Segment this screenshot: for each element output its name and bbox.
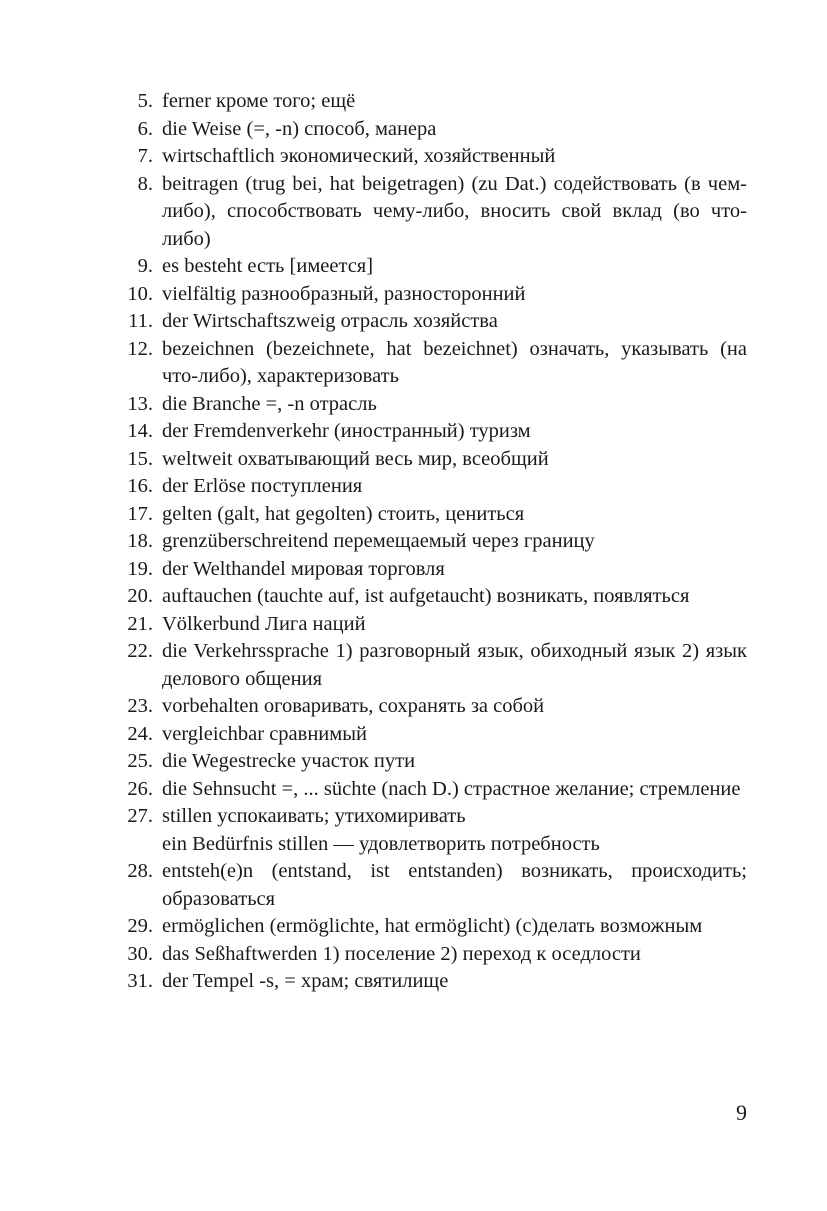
entry-text bbox=[162, 281, 747, 309]
entry-text-line: weltweit охватывающий весь мир, всеобщий bbox=[162, 447, 549, 470]
vocabulary-entry bbox=[110, 528, 747, 556]
vocabulary-entry bbox=[110, 116, 747, 144]
vocabulary-entry bbox=[110, 638, 747, 693]
entry-text bbox=[162, 308, 747, 336]
entry-text bbox=[162, 528, 747, 556]
entry-text-line: die Branche =, -n отрасль bbox=[162, 392, 377, 415]
entry-text bbox=[162, 968, 747, 996]
entry-number: 8. bbox=[137, 172, 153, 195]
entry-number: 26. bbox=[127, 777, 153, 800]
entry-number: 29. bbox=[127, 915, 153, 937]
entry-text-line: vielfältig разнообразный, разносторонний bbox=[162, 282, 526, 305]
vocabulary-entry bbox=[110, 143, 747, 171]
entry-number: 22. bbox=[127, 640, 153, 662]
entry-text-line: die Weise (=, -n) способ, манера bbox=[162, 117, 437, 140]
entry-text-line: der Wirtschaftszweig отрасль хозяйства bbox=[162, 310, 498, 332]
entry-text bbox=[162, 253, 747, 281]
entry-text bbox=[162, 418, 747, 446]
entry-number: 21. bbox=[127, 612, 153, 635]
entry-number: 24. bbox=[127, 722, 153, 745]
entry-text-line: es besteht есть [имеется] bbox=[162, 255, 374, 277]
entry-number: 25. bbox=[127, 750, 153, 772]
vocabulary-entry bbox=[110, 171, 747, 254]
vocabulary-entry bbox=[110, 253, 747, 281]
entry-text bbox=[162, 941, 747, 969]
entry-text bbox=[162, 336, 747, 391]
entry-number: 6. bbox=[137, 117, 153, 140]
entry-text bbox=[162, 693, 747, 721]
entry-text bbox=[162, 391, 747, 419]
vocabulary-entry bbox=[110, 583, 747, 611]
entry-text-line: das Seßhaftwerden 1) поселение 2) переход к оседлости bbox=[162, 942, 641, 965]
vocabulary-entry bbox=[110, 858, 747, 913]
entry-text bbox=[162, 88, 747, 116]
vocabulary-entry bbox=[110, 556, 747, 584]
entry-number: 20. bbox=[127, 585, 153, 607]
vocabulary-entry bbox=[110, 776, 747, 804]
entry-text-line: auftauchen (tauchte auf, ist aufgetaucht) возникать, появляться bbox=[162, 585, 690, 607]
entry-text-line: der Welthandel мировая торговля bbox=[162, 557, 445, 580]
entry-text-line: grenzüberschreitend перемещаемый через границу bbox=[162, 530, 595, 552]
entry-text bbox=[162, 473, 747, 501]
entry-text bbox=[162, 776, 747, 804]
entry-number: 7. bbox=[137, 145, 153, 167]
entry-number: 13. bbox=[127, 392, 153, 415]
entry-number: 11. bbox=[128, 310, 153, 332]
entry-number: 15. bbox=[127, 447, 153, 470]
vocabulary-entry bbox=[110, 391, 747, 419]
entry-text-line: entsteh(e)n (entstand, ist entstanden) возникать, происходить; образоваться bbox=[162, 860, 747, 910]
entry-text bbox=[162, 611, 747, 639]
entry-text-line: der Erlöse поступления bbox=[162, 475, 363, 497]
entry-number: 18. bbox=[127, 530, 153, 552]
entry-text bbox=[162, 116, 747, 144]
entry-number: 10. bbox=[127, 282, 153, 305]
entry-text-line: die Verkehrssprache 1) разговорный язык, обиходный язык 2) язык делового общения bbox=[162, 640, 747, 690]
entry-number: 9. bbox=[137, 255, 153, 277]
entry-number: 30. bbox=[127, 942, 153, 965]
entry-text bbox=[162, 913, 747, 941]
entry-text-line: die Wegestrecke участок пути bbox=[162, 750, 416, 772]
entry-text-line: beitragen (trug bei, hat beigetragen) (zu Dat.) содействовать (в чем-либо), способствовать чему-либо, вносить свой вклад (во что-либо) bbox=[162, 172, 747, 250]
entry-text-line: die Sehnsucht =, ... süchte (nach D.) страстное желание; стремление bbox=[162, 777, 741, 800]
entry-text bbox=[162, 638, 747, 693]
vocabulary-entry bbox=[110, 308, 747, 336]
entry-text-line: ferner кроме того; ещё bbox=[162, 90, 356, 112]
entry-text bbox=[162, 583, 747, 611]
entry-number: 12. bbox=[127, 337, 153, 360]
vocabulary-entry bbox=[110, 693, 747, 721]
entry-number: 31. bbox=[127, 970, 153, 992]
vocabulary-entry bbox=[110, 968, 747, 996]
entry-number: 27. bbox=[127, 805, 153, 827]
entry-text-line: der Tempel -s, = храм; святилище bbox=[162, 970, 449, 992]
vocabulary-entry bbox=[110, 721, 747, 749]
vocabulary-list bbox=[110, 88, 747, 996]
entry-text bbox=[162, 446, 747, 474]
vocabulary-entry bbox=[110, 611, 747, 639]
entry-text-line: stillen успокаивать; утихомиривать bbox=[162, 805, 466, 827]
entry-text-line: vorbehalten оговаривать, сохранять за собой bbox=[162, 695, 545, 717]
vocabulary-entry bbox=[110, 941, 747, 969]
entry-text-line: der Fremdenverkehr (иностранный) туризм bbox=[162, 420, 531, 442]
vocabulary-entry bbox=[110, 803, 747, 858]
vocabulary-entry bbox=[110, 336, 747, 391]
vocabulary-entry bbox=[110, 418, 747, 446]
entry-text bbox=[162, 803, 747, 858]
entry-number: 16. bbox=[127, 475, 153, 497]
vocabulary-entry bbox=[110, 281, 747, 309]
entry-number: 28. bbox=[127, 860, 153, 882]
entry-text bbox=[162, 556, 747, 584]
entry-text-line: ein Bedürfnis stillen — удовлетворить потребность bbox=[162, 832, 600, 855]
entry-text bbox=[162, 858, 747, 913]
entry-text-line: Völkerbund Лига наций bbox=[162, 612, 366, 635]
entry-text-line: gelten (galt, hat gegolten) стоить, цениться bbox=[162, 502, 525, 525]
entry-text bbox=[162, 171, 747, 254]
entry-text-line: wirtschaftlich экономический, хозяйственный bbox=[162, 145, 556, 167]
entry-number: 19. bbox=[127, 557, 153, 580]
entry-number: 23. bbox=[127, 695, 153, 717]
vocabulary-entry bbox=[110, 473, 747, 501]
vocabulary-entry bbox=[110, 501, 747, 529]
entry-number: 17. bbox=[127, 502, 153, 525]
entry-text bbox=[162, 143, 747, 171]
entry-number: 5. bbox=[137, 90, 153, 112]
entry-text bbox=[162, 501, 747, 529]
entry-number: 14. bbox=[127, 420, 153, 442]
entry-text bbox=[162, 748, 747, 776]
entry-text-line: ermöglichen (ermöglichte, hat ermöglicht) (с)делать возможным bbox=[162, 915, 703, 937]
entry-text-line: vergleichbar сравнимый bbox=[162, 722, 367, 745]
entry-text bbox=[162, 721, 747, 749]
entry-text-line: bezeichnen (bezeichnete, hat bezeichnet) означать, указывать (на что-либо), характеризовать bbox=[162, 337, 747, 387]
vocabulary-entry bbox=[110, 88, 747, 116]
vocabulary-entry bbox=[110, 913, 747, 941]
vocabulary-entry bbox=[110, 748, 747, 776]
vocabulary-entry bbox=[110, 446, 747, 474]
page-number: 9 bbox=[736, 1100, 747, 1125]
